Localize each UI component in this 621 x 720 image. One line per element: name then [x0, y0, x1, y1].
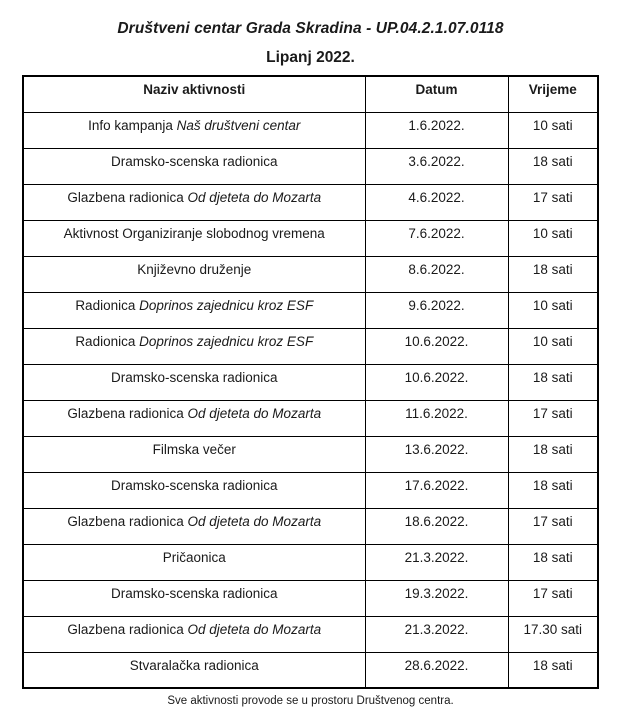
activity-cell: [23, 508, 365, 544]
time-cell: 18 sati: [508, 364, 598, 400]
time-cell: 17 sati: [508, 400, 598, 436]
activity-text: Književno druženje: [137, 261, 252, 277]
date-cell: 7.6.2022.: [365, 220, 508, 256]
activity-text: Stvaralačka radionica: [129, 657, 259, 673]
activity-text: Glazbena radionica: [67, 513, 188, 529]
activity-italic-text: Doprinos zajednicu kroz ESF: [139, 333, 314, 349]
activity-italic-text: Od djeteta do Mozarta: [187, 513, 322, 529]
activity-cell: [23, 148, 365, 184]
footer-note: Sve aktivnosti provode se u prostoru Društvenog centra.: [167, 695, 454, 707]
activity-cell: [23, 544, 365, 580]
table-row: [23, 580, 598, 616]
table-row: [23, 184, 598, 220]
activity-text: Glazbena radionica: [67, 405, 188, 421]
date-cell: 8.6.2022.: [365, 256, 508, 292]
activity-text: Dramsko-scenska radionica: [110, 153, 278, 169]
time-cell: 18 sati: [508, 472, 598, 508]
activity-cell: [23, 184, 365, 220]
time-cell: 18 sati: [508, 652, 598, 688]
activities-table: [22, 75, 599, 689]
document-title: Društveni centar Grada Skradina - UP.04.2.1.07.0118: [117, 20, 504, 37]
time-cell: 10 sati: [508, 112, 598, 148]
table-row: [23, 436, 598, 472]
date-cell: 21.3.2022.: [365, 616, 508, 652]
date-cell: 11.6.2022.: [365, 400, 508, 436]
activity-text: Pričaonica: [162, 549, 226, 565]
column-header-datum: Datum: [365, 76, 508, 112]
activity-text: Radionica: [75, 297, 140, 313]
document-subtitle: Lipanj 2022.: [266, 49, 355, 66]
activity-text: Dramsko-scenska radionica: [110, 585, 278, 601]
activity-cell: [23, 328, 365, 364]
activity-cell: [23, 256, 365, 292]
activity-cell: [23, 292, 365, 328]
table-row: [23, 148, 598, 184]
column-header-naziv-aktivnosti: Naziv aktivnosti: [23, 76, 365, 112]
date-cell: 28.6.2022.: [365, 652, 508, 688]
table-row: [23, 544, 598, 580]
time-cell: 18 sati: [508, 256, 598, 292]
activity-cell: [23, 220, 365, 256]
time-cell: 18 sati: [508, 436, 598, 472]
time-cell: 17.30 sati: [508, 616, 598, 652]
table-row: [23, 400, 598, 436]
date-cell: 10.6.2022.: [365, 328, 508, 364]
table-row: [23, 220, 598, 256]
activity-text: Dramsko-scenska radionica: [110, 369, 278, 385]
time-cell: 17 sati: [508, 580, 598, 616]
activity-italic-text: Naš društveni centar: [176, 117, 301, 133]
activity-text: Glazbena radionica: [67, 621, 188, 637]
column-header-vrijeme: Vrijeme: [508, 76, 598, 112]
date-cell: 10.6.2022.: [365, 364, 508, 400]
table-row: [23, 652, 598, 688]
table-row: [23, 256, 598, 292]
activity-italic-text: Od djeteta do Mozarta: [187, 621, 322, 637]
table-row: [23, 328, 598, 364]
activity-cell: [23, 652, 365, 688]
time-cell: 10 sati: [508, 220, 598, 256]
activity-text: Filmska večer: [152, 441, 236, 457]
activity-cell: [23, 472, 365, 508]
table-row: [23, 112, 598, 148]
table-row: [23, 508, 598, 544]
table-row: [23, 364, 598, 400]
date-cell: 17.6.2022.: [365, 472, 508, 508]
time-cell: 17 sati: [508, 184, 598, 220]
date-cell: 13.6.2022.: [365, 436, 508, 472]
table-header-row: [23, 76, 598, 112]
activity-text: Radionica: [75, 333, 140, 349]
date-cell: 21.3.2022.: [365, 544, 508, 580]
date-cell: 19.3.2022.: [365, 580, 508, 616]
time-cell: 17 sati: [508, 508, 598, 544]
activity-text: Info kampanja: [88, 117, 177, 133]
activity-cell: [23, 364, 365, 400]
activity-italic-text: Od djeteta do Mozarta: [187, 405, 322, 421]
activity-cell: [23, 436, 365, 472]
time-cell: 18 sati: [508, 544, 598, 580]
activity-text: Dramsko-scenska radionica: [110, 477, 278, 493]
table-row: [23, 616, 598, 652]
date-cell: 3.6.2022.: [365, 148, 508, 184]
date-cell: 4.6.2022.: [365, 184, 508, 220]
time-cell: 18 sati: [508, 148, 598, 184]
time-cell: 10 sati: [508, 292, 598, 328]
table-row: [23, 292, 598, 328]
activity-cell: [23, 580, 365, 616]
date-cell: 9.6.2022.: [365, 292, 508, 328]
activity-text: Glazbena radionica: [67, 189, 188, 205]
table-body: [23, 112, 598, 688]
activity-text: Aktivnost Organiziranje slobodnog vremena: [63, 225, 325, 241]
date-cell: 1.6.2022.: [365, 112, 508, 148]
table-row: [23, 472, 598, 508]
activity-cell: [23, 616, 365, 652]
activity-cell: [23, 400, 365, 436]
date-cell: 18.6.2022.: [365, 508, 508, 544]
activity-italic-text: Od djeteta do Mozarta: [187, 189, 322, 205]
activity-cell: [23, 112, 365, 148]
activity-italic-text: Doprinos zajednicu kroz ESF: [139, 297, 314, 313]
time-cell: 10 sati: [508, 328, 598, 364]
